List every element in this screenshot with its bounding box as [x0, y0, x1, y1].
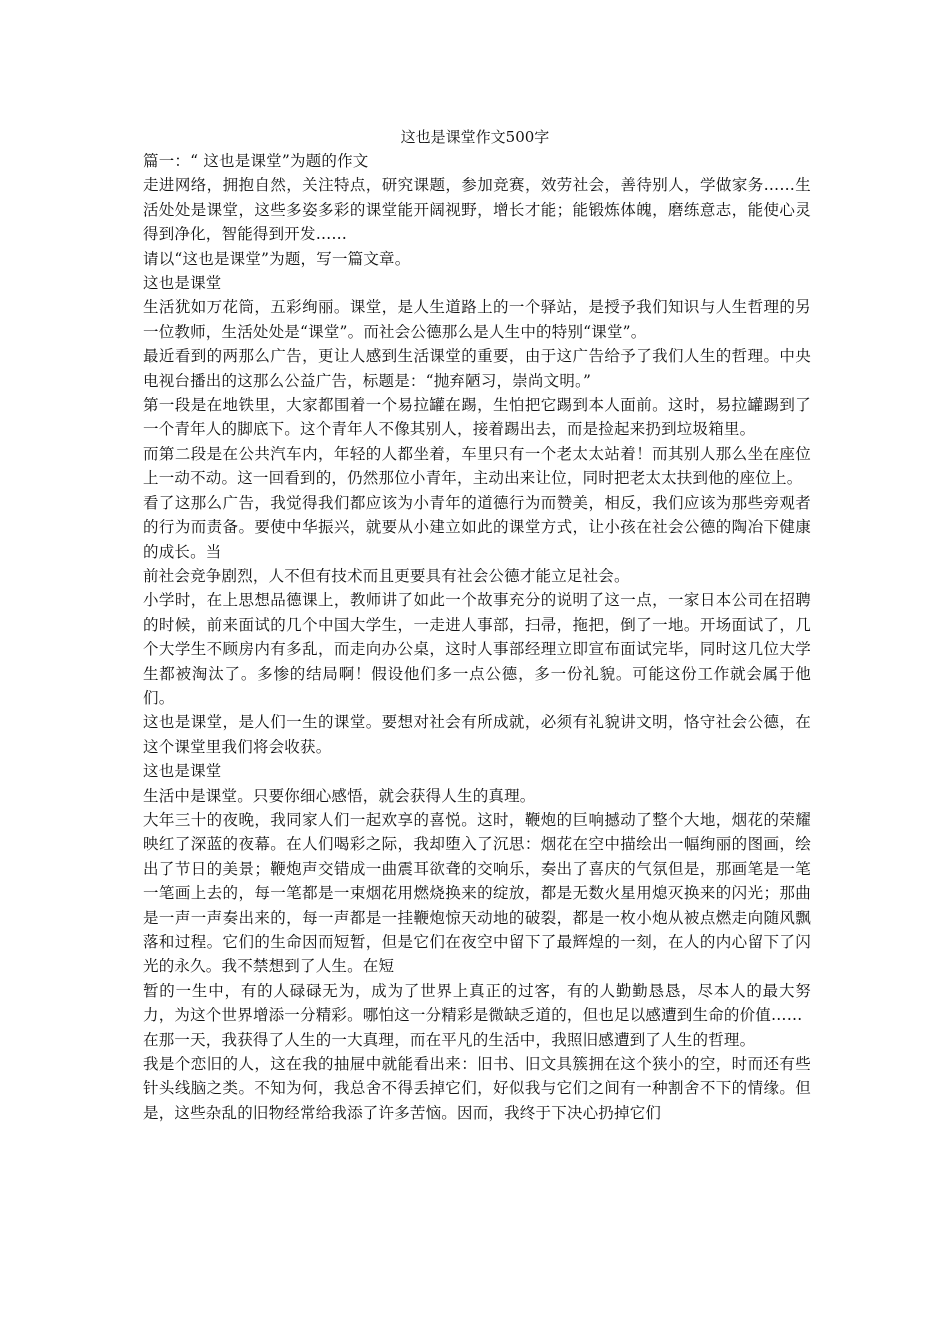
section-heading: 这也是课堂 [143, 762, 222, 781]
paragraph: 篇一：“ 这也是课堂”为题的作文 [143, 152, 369, 170]
paragraph: 第一段是在地铁里，大家都围着一个易拉罐在踢，生怕把它踢到本人面前。这时，易拉罐踢到了一个青年人的脚底下。这个青年人不像其别人，接着踢出去，而是捡起来扔到垃圾箱里。 [143, 396, 811, 439]
paragraph: 小学时，在上思想品德课上，教师讲了如此一个故事充分的说明了这一点，一家日本公司在招聘的时候，前来面试的几个中国大学生，一走进人事部，扫帚，拖把，倒了一地。开场面试了，几个大学生不顾房内有多乱，而走向办公桌，这时人事部经理立即宣布面试完毕，同时这几位大学生都被淘汰了。多惨的结局啊！假设他们多一点公德，多一份礼貌。可能这份工作就会属于他们。 [143, 591, 811, 707]
paragraph: 我是个恋旧的人，这在我的抽屉中就能看出来：旧书、旧文具簇拥在这个狭小的空，时而还有些针头线脑之类。不知为何，我总舍不得丢掉它们，好似我与它们之间有一种割舍不下的情缘。但是，这些杂乱的旧物经常给我添了许多苦恼。因而，我终于下决心扔掉它们 [143, 1055, 811, 1122]
paragraph: 在那一天，我获得了人生的一大真理，而在平凡的生活中，我照旧感遭到了人生的哲理。 [143, 1030, 756, 1049]
paragraph: 大年三十的夜晚，我同家人们一起欢享的喜悦。这时，鞭炮的巨响撼动了整个大地，烟花的荣耀映红了深蓝的夜幕。在人们喝彩之际，我却堕入了沉思：烟花在空中描绘出一幅绚丽的图画，绘出了节日的美景；鞭炮声交错成一曲震耳欲聋的交响乐，奏出了喜庆的气氛但是，那画笔是一笔一笔画上去的，每一笔都是一束烟花用燃烧换来的绽放，都是无数火星用熄灭换来的闪光；那曲是一声一声奏出来的，每一声都是一挂鞭炮惊天动地的破裂，都是一枚小炮从被点燃走向随风飘落和过程。它们的生命因而短暂，但是它们在夜空中留下了最辉煌的一刻，在人的内心留下了闪光的永久。我不禁想到了人生。在短 [143, 810, 811, 976]
paragraph: 暂的一生中，有的人碌碌无为，成为了世界上真正的过客，有的人勤勤恳恳，尽本人的最大努力，为这个世界增添一分精彩。哪怕这一分精彩是微缺乏道的，但也足以感遭到生命的价值…… [143, 981, 811, 1025]
document-body [143, 149, 811, 1125]
paragraph: 这也是课堂，是人们一生的课堂。要想对社会有所成就，必须有礼貌讲文明，恪守社会公德，在这个课堂里我们将会收获。 [143, 713, 811, 756]
section-heading: 这也是课堂 [143, 274, 222, 293]
paragraph: 请以“这也是课堂”为题，写一篇文章。 [143, 249, 411, 268]
paragraph: 生活中是课堂。只要你细心感悟，就会获得人生的真理。 [143, 786, 536, 805]
paragraph: 看了这那么广告，我觉得我们都应该为小青年的道德行为而赞美，相反，我们应该为那些旁观者的行为而责备。要使中华振兴，就要从小建立如此的课堂方式，让小孩在社会公德的陶冶下健康的成长。当 [143, 493, 811, 561]
paragraph: 走进网络，拥抱自然，关注特点，研究课题，参加竞赛，效劳社会，善待别人，学做家务……生活处处是课堂，这些多姿多彩的课堂能开阔视野，增长才能；能锻炼体魄，磨练意志，能使心灵得到净化，智能得到开发…… [143, 176, 811, 244]
paragraph: 生活犹如万花筒，五彩绚丽。课堂，是人生道路上的一个驿站，是授予我们知识与人生哲理的另一位教师，生活处处是“课堂”。而社会公德那么是人生中的特别“课堂”。 [143, 298, 811, 341]
paragraph: 最近看到的两那么广告，更让人感到生活课堂的重要，由于这广告给予了我们人生的哲理。中央电视台播出的这那么公益广告，标题是：“抛弃陋习，崇尚文明。” [143, 347, 811, 390]
paragraph: 而第二段是在公共汽车内，年轻的人都坐着，车里只有一个老太太站着！而其别人那么坐在座位上一动不动。这一回看到的，仍然那位小青年，主动出来让位，同时把老太太扶到他的座位上。 [143, 444, 811, 488]
document-title: 这也是课堂作文500字 [400, 128, 550, 146]
paragraph: 前社会竞争剧烈，人不但有技术而且更要具有社会公德才能立足社会。 [143, 566, 630, 585]
